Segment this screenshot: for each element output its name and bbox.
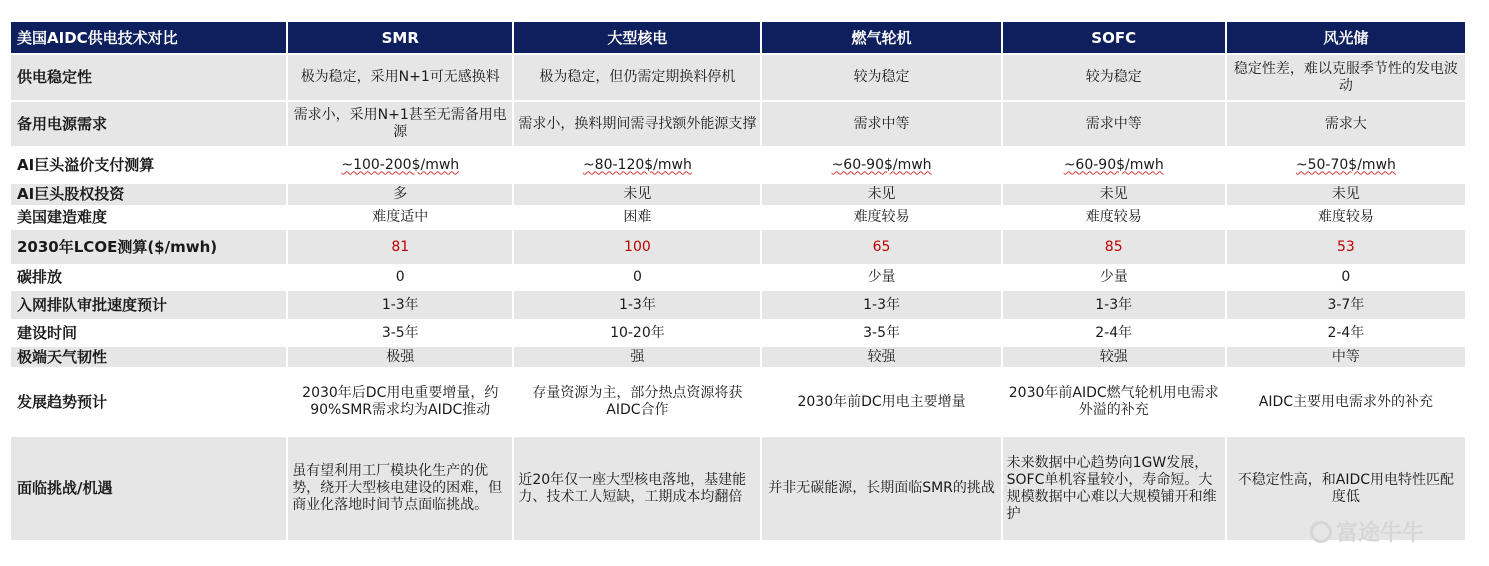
table-cell: 2-4年 xyxy=(1227,321,1465,345)
header-large-nuclear: 大型核电 xyxy=(514,22,760,53)
table-cell: 10-20年 xyxy=(514,321,760,345)
table-cell: 0 xyxy=(514,266,760,289)
header-gas-turbine: 燃气轮机 xyxy=(762,22,1000,53)
table-cell: 存量资源为主，部分热点资源将获AIDC合作 xyxy=(514,369,760,435)
table-cell: 1-3年 xyxy=(514,291,760,319)
lcoe-value: 100 xyxy=(514,230,760,264)
price-text: ~100-200$/mwh xyxy=(341,156,460,173)
table-cell: 少量 xyxy=(1003,266,1225,289)
table-cell: 3-5年 xyxy=(288,321,512,345)
price-text: ~60-90$/mwh xyxy=(1063,156,1164,173)
table-cell: 需求小，采用N+1甚至无需备用电源 xyxy=(288,102,512,146)
watermark xyxy=(1310,516,1424,547)
lcoe-value: 65 xyxy=(762,230,1000,264)
row-label: 2030年LCOE测算($/mwh) xyxy=(11,230,286,264)
table-cell: 困难 xyxy=(514,207,760,228)
table-cell xyxy=(1227,148,1465,182)
price-text: ~80-120$/mwh xyxy=(582,156,692,173)
table-cell: 较为稳定 xyxy=(762,55,1000,100)
table-cell: 需求中等 xyxy=(762,102,1000,146)
table-cell: 中等 xyxy=(1227,347,1465,367)
row-label: 备用电源需求 xyxy=(11,102,286,146)
table-cell: 稳定性差，难以克服季节性的发电波动 xyxy=(1227,55,1465,100)
row-label: 建设时间 xyxy=(11,321,286,345)
table-row xyxy=(11,102,1465,146)
row-label: AI巨头溢价支付测算 xyxy=(11,148,286,182)
header-renewables: 风光储 xyxy=(1227,22,1465,53)
header-row xyxy=(11,22,1465,53)
table-row xyxy=(11,437,1465,540)
table-row xyxy=(11,207,1465,228)
table-cell: 难度较易 xyxy=(1003,207,1225,228)
table-row xyxy=(11,184,1465,205)
table-cell xyxy=(762,148,1000,182)
table-cell: 不稳定性高，和AIDC用电特性匹配度低 xyxy=(1227,437,1465,540)
table-row xyxy=(11,266,1465,289)
table-cell: 需求中等 xyxy=(1003,102,1225,146)
lcoe-value: 85 xyxy=(1003,230,1225,264)
table-cell: 3-5年 xyxy=(762,321,1000,345)
table-cell: 未来数据中心趋势向1GW发展，SOFC单机容量较小，寿命短。大规模数据中心难以大规模铺开和维护 xyxy=(1003,437,1225,540)
lcoe-value: 81 xyxy=(288,230,512,264)
row-label: 发展趋势预计 xyxy=(11,369,286,435)
table-cell: 2030年前AIDC燃气轮机用电需求外溢的补充 xyxy=(1003,369,1225,435)
table-cell: 1-3年 xyxy=(1003,291,1225,319)
price-text: ~60-90$/mwh xyxy=(831,156,932,173)
table-row xyxy=(11,321,1465,345)
table-cell: 极为稳定，采用N+1可无感换料 xyxy=(288,55,512,100)
table-cell: 难度适中 xyxy=(288,207,512,228)
table-cell: 较为稳定 xyxy=(1003,55,1225,100)
table-cell: 较强 xyxy=(762,347,1000,367)
row-label: 面临挑战/机遇 xyxy=(11,437,286,540)
table-row xyxy=(11,291,1465,319)
table-cell: 1-3年 xyxy=(288,291,512,319)
table-cell: 并非无碳能源，长期面临SMR的挑战 xyxy=(762,437,1000,540)
table-cell: 较强 xyxy=(1003,347,1225,367)
table-cell: 需求大 xyxy=(1227,102,1465,146)
table-cell xyxy=(514,148,760,182)
comparison-table xyxy=(9,20,1467,542)
table-cell: 难度较易 xyxy=(762,207,1000,228)
row-label: 碳排放 xyxy=(11,266,286,289)
table-cell: 2-4年 xyxy=(1003,321,1225,345)
table-row xyxy=(11,230,1465,264)
table-cell: 3-7年 xyxy=(1227,291,1465,319)
table-cell: 强 xyxy=(514,347,760,367)
header-title: 美国AIDC供电技术对比 xyxy=(11,22,286,53)
row-label: 极端天气韧性 xyxy=(11,347,286,367)
header-smr: SMR xyxy=(288,22,512,53)
table-cell: 虽有望利用工厂模块化生产的优势，绕开大型核电建设的困难，但商业化落地时间节点面临挑战。 xyxy=(288,437,512,540)
price-text: ~50-70$/mwh xyxy=(1295,156,1396,173)
table-cell: 近20年仅一座大型核电落地，基建能力、技术工人短缺，工期成本均翻倍 xyxy=(514,437,760,540)
row-label: 供电稳定性 xyxy=(11,55,286,100)
table-cell: 极强 xyxy=(288,347,512,367)
table-cell: AIDC主要用电需求外的补充 xyxy=(1227,369,1465,435)
table-cell: 未见 xyxy=(514,184,760,205)
futu-logo-icon xyxy=(1310,521,1332,543)
lcoe-value: 53 xyxy=(1227,230,1465,264)
table-row xyxy=(11,55,1465,100)
watermark-text: 富途牛牛 xyxy=(1336,521,1425,546)
row-label: 美国建造难度 xyxy=(11,207,286,228)
table-cell: 未见 xyxy=(762,184,1000,205)
table-cell: 少量 xyxy=(762,266,1000,289)
row-label: 入网排队审批速度预计 xyxy=(11,291,286,319)
table-cell: 0 xyxy=(288,266,512,289)
table-cell: 需求小，换料期间需寻找额外能源支撑 xyxy=(514,102,760,146)
table-cell: 多 xyxy=(288,184,512,205)
table-cell: 难度较易 xyxy=(1227,207,1465,228)
table-cell: 极为稳定，但仍需定期换料停机 xyxy=(514,55,760,100)
table-row xyxy=(11,347,1465,367)
row-label: AI巨头股权投资 xyxy=(11,184,286,205)
table-cell: 未见 xyxy=(1003,184,1225,205)
table-cell: 1-3年 xyxy=(762,291,1000,319)
table-cell: 2030年前DC用电主要增量 xyxy=(762,369,1000,435)
table-cell: 未见 xyxy=(1227,184,1465,205)
table-cell xyxy=(288,148,512,182)
table-cell xyxy=(1003,148,1225,182)
table-cell: 2030年后DC用电重要增量，约90%SMR需求均为AIDC推动 xyxy=(288,369,512,435)
table-row xyxy=(11,369,1465,435)
table-row xyxy=(11,148,1465,182)
table-cell: 0 xyxy=(1227,266,1465,289)
header-sofc: SOFC xyxy=(1003,22,1225,53)
